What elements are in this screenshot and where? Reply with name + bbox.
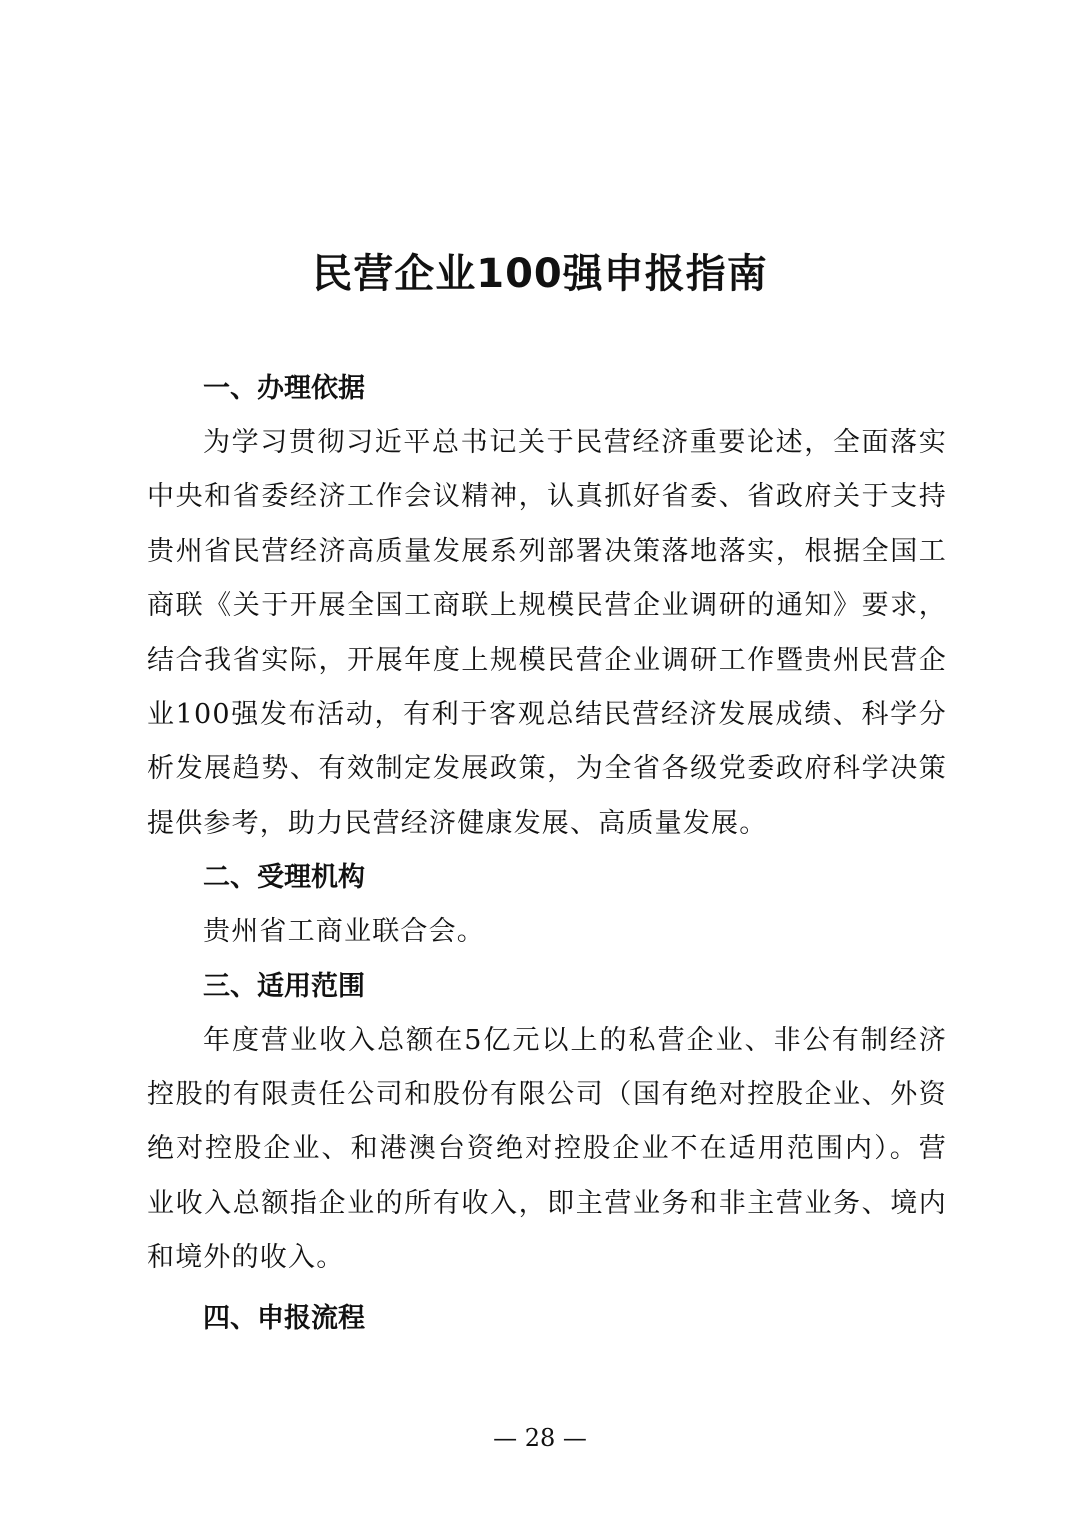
- section-heading: 四、申报流程: [203, 1302, 365, 1334]
- section-process: [147, 1292, 947, 1346]
- section-paragraph: 贵州省工商业联合会。: [203, 916, 485, 948]
- section-heading: 三、适用范围: [203, 970, 365, 1002]
- section-heading: 二、受理机构: [203, 862, 365, 894]
- document-body: [147, 362, 947, 1346]
- section-scope: [147, 960, 947, 1286]
- section-paragraph: 为学习贯彻习近平总书记关于民营经济重要论述，全面落实中央和省委经济工作会议精神，认真抓好省委、省政府关于支持贵州省民营经济高质量发展系列部署决策落地落实，根据全国工商联《关于开展全国工商联上规模民营企业调研的通知》要求，结合我省实际，开展年度上规模民营企业调研工作暨贵州民营企业100强发布活动，有利于客观总结民营经济发展成绩、科学分析发展趋势、有效制定发展政策，为全省各级党委政府科学决策提供参考，助力民营经济健康发展、高质量发展。: [147, 427, 947, 839]
- page-number: — 28 —: [493, 1424, 587, 1452]
- section-basis: [147, 362, 947, 851]
- section-institution: [147, 851, 947, 959]
- section-paragraph: 年度营业收入总额在5亿元以上的私营企业、非公有制经济控股的有限责任公司和股份有限公司（国有绝对控股企业、外资绝对控股企业、和港澳台资绝对控股企业不在适用范围内）。营业收入总额指企业的所有收入，即主营业务和非主营业务、境内和境外的收入。: [147, 1024, 947, 1274]
- document-title: 民营企业100强申报指南: [312, 251, 768, 297]
- section-heading: 一、办理依据: [203, 373, 365, 404]
